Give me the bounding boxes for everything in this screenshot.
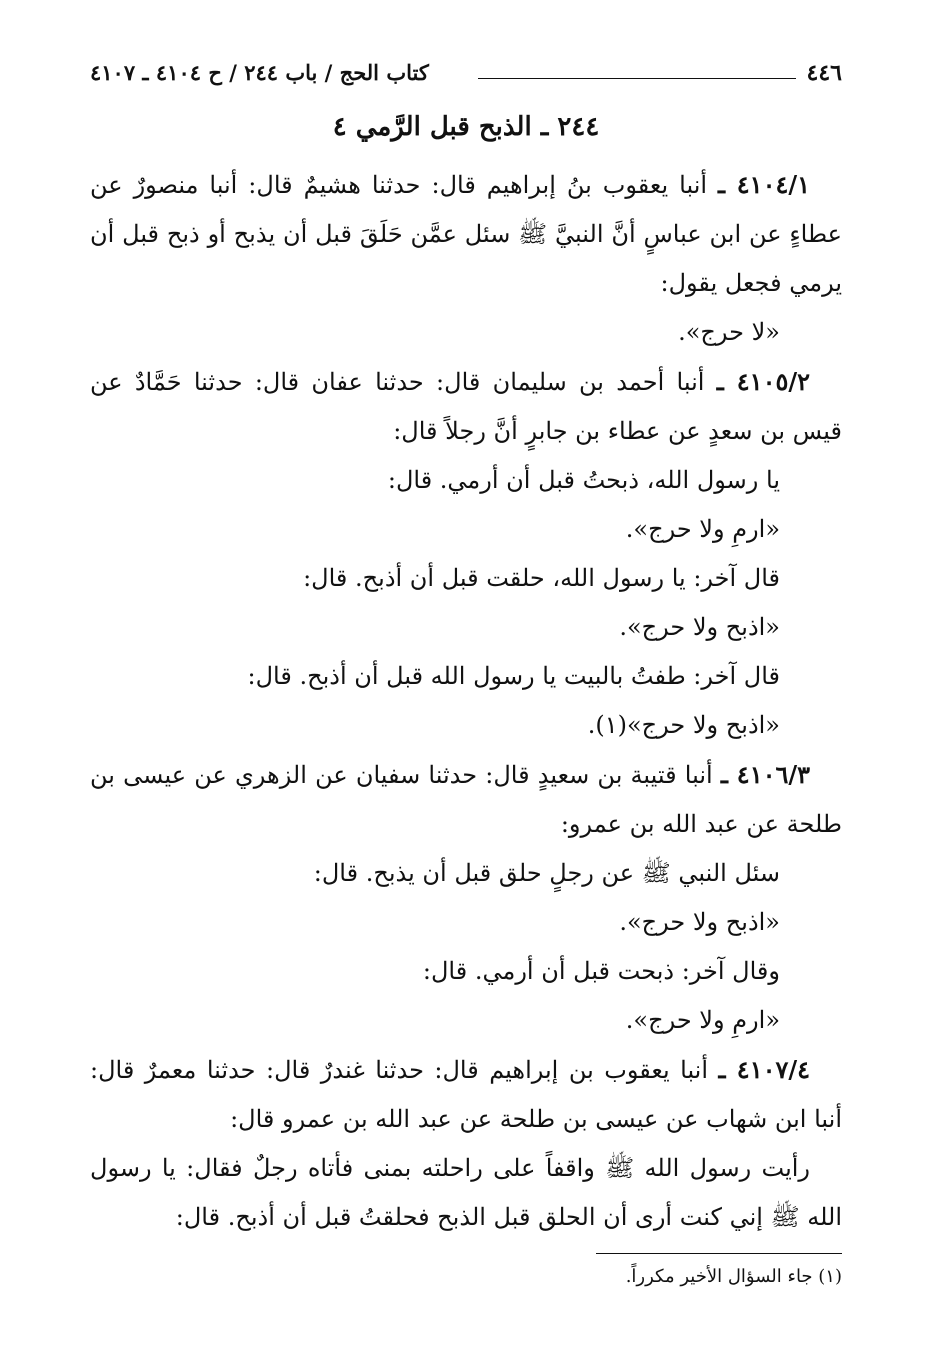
hadith-4104 bbox=[90, 160, 842, 308]
running-head-text: كتاب الحج / باب ٢٤٤ / ح ٤١٠٤ ـ ٤١٠٧ bbox=[90, 60, 429, 85]
hadith-number: ٤١٠٦/٣ ـ bbox=[720, 760, 811, 789]
hadith-number: ٤١٠٤/١ ـ bbox=[718, 170, 810, 199]
hadith-4107 bbox=[90, 1045, 842, 1144]
footnote: (١) جاء السؤال الأخير مكرراً. bbox=[625, 1266, 842, 1287]
hadith-text: أنبا أحمد بن سليمان قال: حدثنا عفان قال: حدثنا حَمَّادٌ عن قيس بن سعدٍ عن عطاء بن جابرٍ أنَّ رجلاً قال: bbox=[90, 368, 842, 445]
footnote-rule bbox=[596, 1253, 842, 1254]
hadith-line: «اذبح ولا حرج». bbox=[619, 908, 780, 936]
hadith-line: وقال آخر: ذبحت قبل أن أرمي. قال: bbox=[422, 957, 780, 985]
hadith-line: «اذبح ولا حرج»(١). bbox=[587, 711, 780, 739]
hadith-line: «اذبح ولا حرج». bbox=[619, 613, 780, 641]
hadith-text: أنبا يعقوب بن إبراهيم قال: حدثنا غندرٌ قال: حدثنا معمرٌ قال: أنبا ابن شهاب عن عيسى بن طلحة عن عبد الله بن عمرو قال: bbox=[90, 1056, 842, 1133]
hadith-line: قال آخر: طفتُ بالبيت يا رسول الله قبل أن أذبح. قال: bbox=[247, 662, 780, 690]
hadith-number: ٤١٠٥/٢ ـ bbox=[716, 367, 810, 396]
page-number: ٤٤٦ bbox=[806, 60, 842, 86]
hadith-line: «ارمِ ولا حرج». bbox=[625, 515, 780, 543]
hadith-number: ٤١٠٧/٤ ـ bbox=[718, 1055, 811, 1084]
hadith-4105 bbox=[90, 357, 842, 456]
hadith-text: أنبا يعقوب بنُ إبراهيم قال: حدثنا هشيمٌ قال: أنبا منصورٌ عن عطاءٍ عن ابن عباسٍ أنَّ النبيَّ ﷺ سئل عمَّن حَلَقَ قبل أن يذبح أو ذبح قبل أن يرمي فجعل يقول: bbox=[90, 171, 842, 297]
header-rule bbox=[478, 78, 796, 79]
hadith-line: قال آخر: يا رسول الله، حلقت قبل أن أذبح. قال: bbox=[303, 564, 780, 592]
hadith-line: «لا حرج». bbox=[678, 318, 780, 346]
hadith-line: سئل النبي ﷺ عن رجلٍ حلق قبل أن يذبح. قال: bbox=[313, 859, 780, 887]
hadith-continuation: رأيت رسول الله ﷺ واقفاً على راحلته بمنى فأتاه رجلٌ فقال: يا رسول الله ﷺ إني كنت أرى أن الحلق قبل الذبح فحلقتُ قبل أن أذبح. قال: bbox=[90, 1154, 842, 1231]
hadith-line: يا رسول الله، ذبحتُ قبل أن أرمي. قال: bbox=[387, 466, 780, 494]
hadith-text: أنبا قتيبة بن سعيدٍ قال: حدثنا سفيان عن الزهري عن عيسى بن طلحة عن عبد الله بن عمرو: bbox=[90, 761, 842, 838]
chapter-title: ٢٤٤ ـ الذبح قبل الرَّمي ٤ bbox=[332, 112, 600, 142]
hadith-4106 bbox=[90, 750, 842, 849]
hadith-line: «ارمِ ولا حرج». bbox=[625, 1006, 780, 1034]
main-text bbox=[90, 160, 842, 1242]
running-head bbox=[90, 60, 842, 92]
